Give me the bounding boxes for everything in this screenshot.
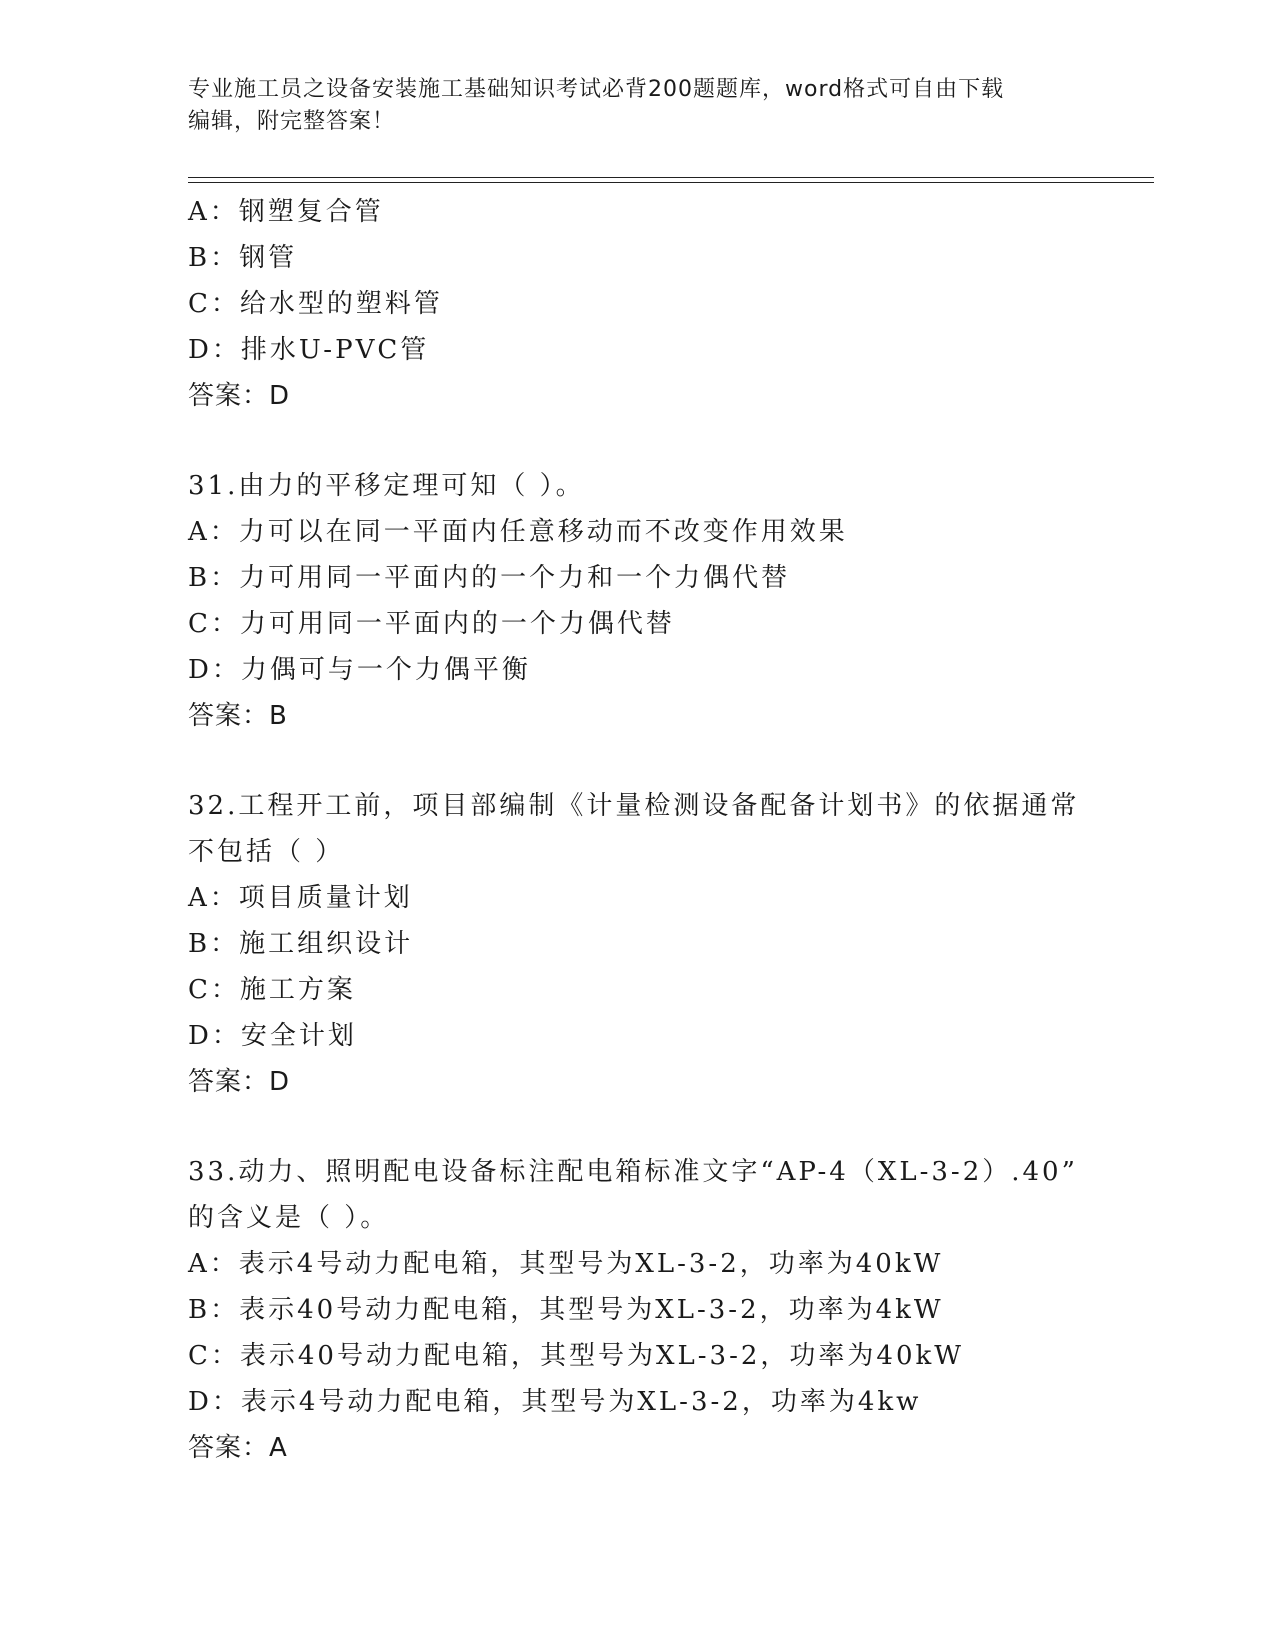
option-a: A：力可以在同一平面内任意移动而不改变作用效果	[188, 517, 848, 547]
question-stem-continued: 不包括（ ）	[188, 837, 345, 867]
option-d: D：力偶可与一个力偶平衡	[188, 655, 531, 685]
answer-line: 答案：A	[188, 1433, 288, 1463]
option-d: D：安全计划	[188, 1021, 357, 1051]
question-stem-continued: 的含义是（ ）。	[188, 1203, 390, 1233]
option-c: C：力可用同一平面内的一个力偶代替	[188, 609, 675, 639]
question-stem: 32.工程开工前，项目部编制《计量检测设备配备计划书》的依据通常	[188, 791, 1080, 821]
question-stem: 33.动力、照明配电设备标注配电箱标准文字“AP-4（XL-3-2）.40”	[188, 1157, 1078, 1187]
option-d: D：排水U-PVC管	[188, 335, 430, 365]
answer-line: 答案：D	[188, 1067, 291, 1097]
option-b: B：钢管	[188, 243, 298, 273]
question-32	[188, 783, 1148, 1105]
header-line-2: 编辑，附完整答案！	[188, 109, 396, 134]
option-a: A：表示4号动力配电箱，其型号为XL-3-2，功率为40kW	[188, 1249, 944, 1279]
answer-line: 答案：B	[188, 701, 288, 731]
question-33	[188, 1149, 1148, 1471]
question-stem: 31.由力的平移定理可知（ ）。	[188, 471, 585, 501]
header-line-1: 专业施工员之设备安装施工基础知识考试必背200题题库，word格式可自由下载	[188, 77, 1005, 102]
option-b: B：表示40号动力配电箱，其型号为XL-3-2，功率为4kW	[188, 1295, 944, 1325]
option-b: B：力可用同一平面内的一个力和一个力偶代替	[188, 563, 791, 593]
question-30	[188, 189, 1148, 419]
document-header	[188, 74, 1088, 138]
question-31	[188, 463, 1148, 739]
option-c: C：施工方案	[188, 975, 356, 1005]
option-d: D：表示4号动力配电箱，其型号为XL-3-2，功率为4kw	[188, 1387, 922, 1417]
question-list	[188, 189, 1148, 1471]
option-a: A：钢塑复合管	[188, 197, 384, 227]
answer-line: 答案：D	[188, 381, 291, 411]
header-divider-bottom	[188, 182, 1154, 183]
option-b: B：施工组织设计	[188, 929, 414, 959]
option-c: C：表示40号动力配电箱，其型号为XL-3-2，功率为40kW	[188, 1341, 964, 1371]
option-a: A：项目质量计划	[188, 883, 413, 913]
header-divider-top	[188, 177, 1154, 178]
option-c: C：给水型的塑料管	[188, 289, 443, 319]
